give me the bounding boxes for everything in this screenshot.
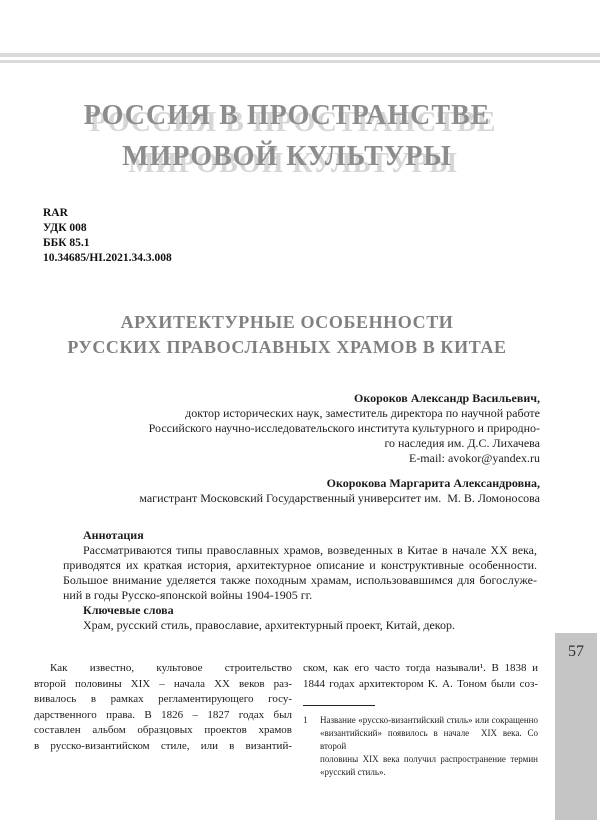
meta-udc: УДК 008 xyxy=(43,222,87,234)
page-number-tab xyxy=(555,633,597,820)
footnote-line: «византийский» появилось в начале XIX века. Со второй xyxy=(320,728,538,751)
author1-email: E-mail: avokor@yandex.ru xyxy=(408,451,540,465)
author1-affiliation-line3: го наследия им. Д.С. Лихачева xyxy=(384,436,540,450)
footnote-line: «русский стиль». xyxy=(320,767,386,777)
footnote xyxy=(303,714,538,779)
meta-bbk: ББК 85.1 xyxy=(43,237,90,249)
keywords-text: Храм, русский стиль, православие, архитектурный проект, Китай, декор. xyxy=(83,618,455,632)
abstract-line: приводятся их краткая история, архитектурное описание и конструктивные особенности. xyxy=(63,558,537,572)
body-text-line: второй половины XIX – начала XX веков раз- xyxy=(34,677,292,690)
author1-affiliation-line2: Российского научно-исследовательского института культурного и природно- xyxy=(148,421,540,435)
author2-name: Окорокова Маргарита Александровна, xyxy=(326,476,540,490)
body-text-line: дарственного права. В 1826 – 1827 годах был xyxy=(34,708,292,721)
top-divider-line-lower xyxy=(0,60,600,63)
footnote-separator-line xyxy=(303,705,375,706)
article-title-line1: АРХИТЕКТУРНЫЕ ОСОБЕННОСТИ xyxy=(120,312,454,332)
author2-affiliation-line1: магистрант Московский Государственный университет им. М. В. Ломоносова xyxy=(139,491,540,505)
body-column-left xyxy=(34,661,292,754)
abstract-line: Рассматриваются типы православных храмов, возведенных в Китае в начале XX века, xyxy=(83,543,537,557)
article-title-line2: РУССКИХ ПРАВОСЛАВНЫХ ХРАМОВ В КИТАЕ xyxy=(67,337,507,357)
article-meta-codes xyxy=(43,206,172,266)
author1-affiliation-line1: доктор исторических наук, заместитель директора по научной работе xyxy=(185,406,540,420)
body-text-line: вивалось в рамках регламентирующего госу- xyxy=(34,693,292,705)
body-text-line: ском, как его часто тогда называли¹. В 1838 и xyxy=(303,662,538,674)
footnote-line: Название «русско-византийский стиль» или сокращенно xyxy=(320,715,538,725)
footnote-text xyxy=(320,714,538,779)
abstract-line: ний в годы Русско-японской войны 1904-1905 гг. xyxy=(63,588,313,602)
abstract-heading: Аннотация xyxy=(83,528,144,542)
author-block-1 xyxy=(60,391,540,466)
author-block-2 xyxy=(60,476,540,506)
footnote-marker: 1 xyxy=(303,715,308,725)
abstract-block xyxy=(63,528,537,633)
meta-type-code: RAR xyxy=(43,207,68,219)
journal-section-title xyxy=(34,95,540,177)
top-divider-line-upper xyxy=(0,53,600,57)
keywords-heading: Ключевые слова xyxy=(83,603,174,617)
journal-section-title-line2: МИРОВОЙ КУЛЬТУРЫ xyxy=(122,141,452,172)
article-title xyxy=(34,310,540,360)
body-text-line: Как известно, культовое строительство xyxy=(50,662,292,674)
body-text-line: составлен альбом образцовых проектов храмов xyxy=(34,724,292,736)
footnote-line: половины XIX века получил распространение термин xyxy=(320,754,538,764)
page-number: 57 xyxy=(568,643,584,660)
body-column-right xyxy=(303,661,538,779)
author1-name: Окороков Александр Васильевич, xyxy=(354,391,540,405)
meta-doi: 10.34685/HI.2021.34.3.008 xyxy=(43,252,172,264)
journal-section-title-line1: РОССИЯ В ПРОСТРАНСТВЕ xyxy=(83,100,491,131)
abstract-line: Большое внимание уделяется также походным храмам, использовавшимся для богослуже- xyxy=(63,573,537,587)
body-text-line: 1844 годах архитектором К. А. Тоном были соз- xyxy=(303,677,538,690)
body-text-line: в русско-византийском стиле, или в византий- xyxy=(34,739,292,752)
